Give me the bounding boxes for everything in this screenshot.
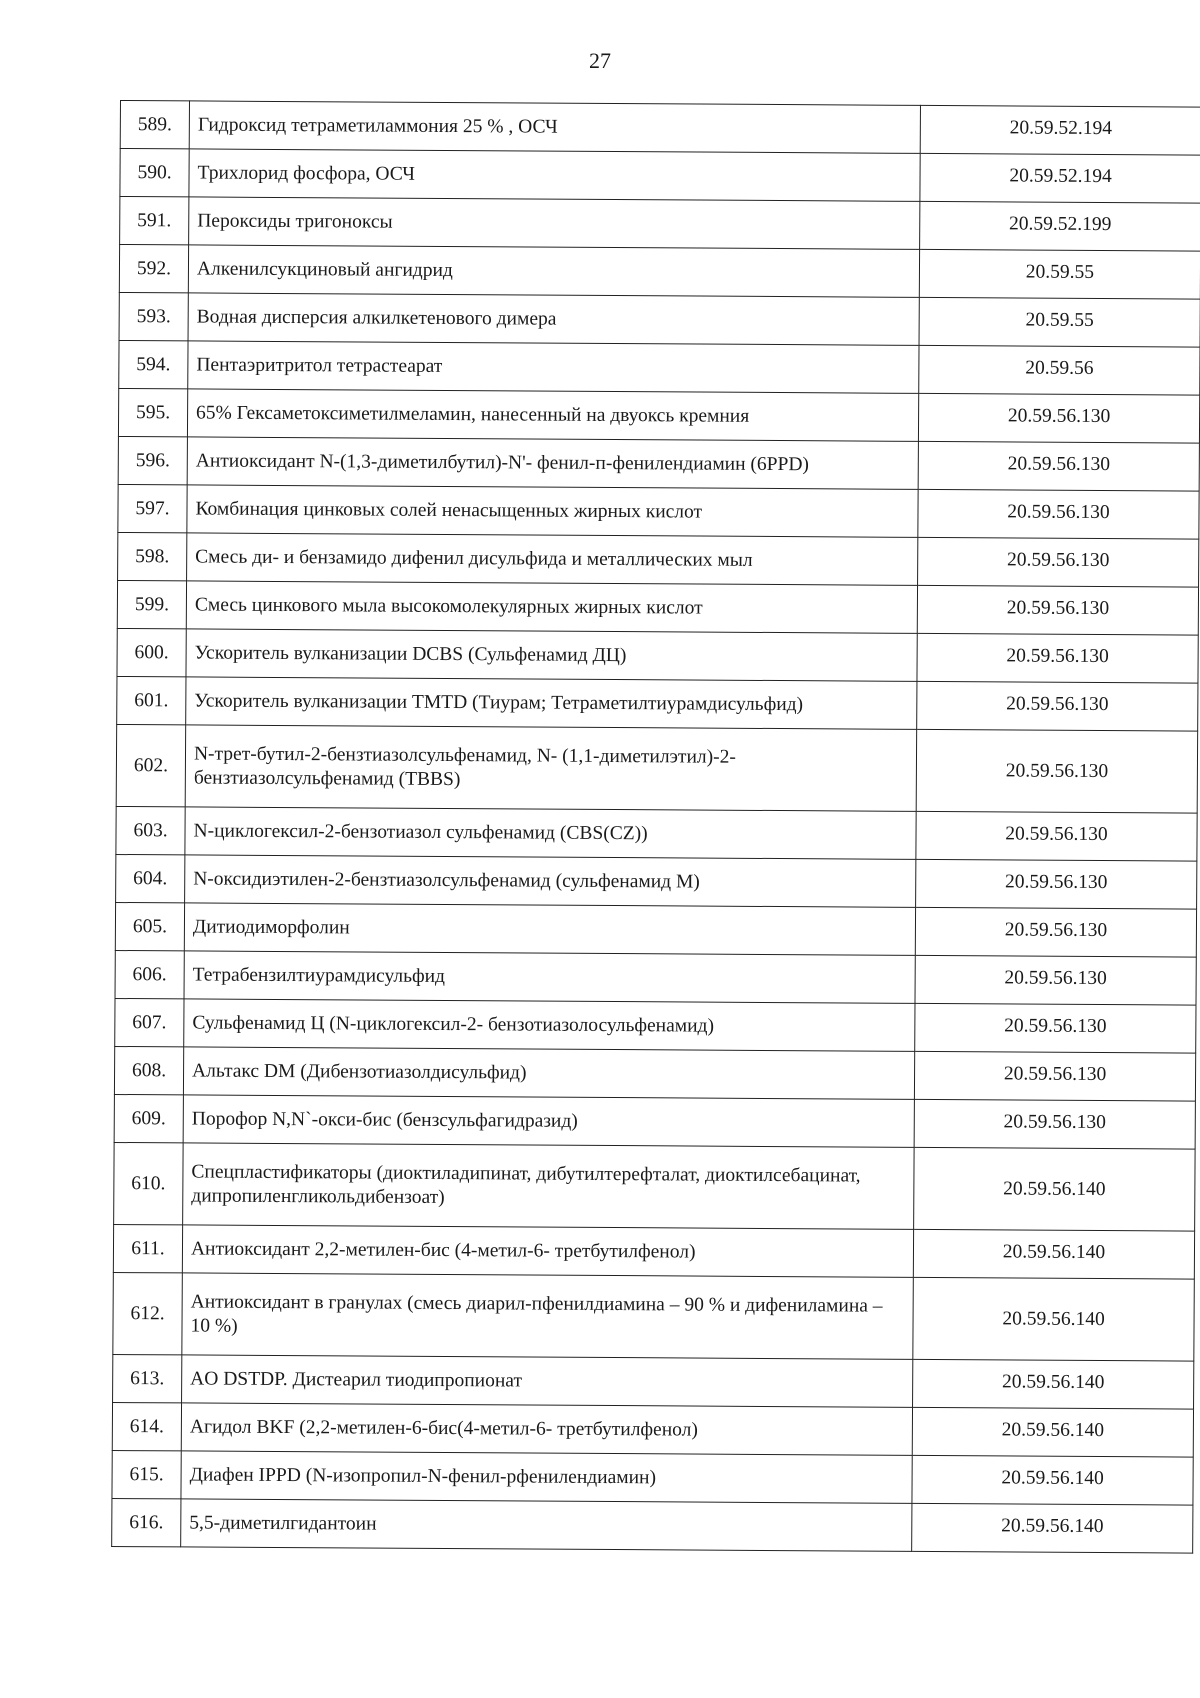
row-number: 604. <box>116 854 185 902</box>
okpd-code: 20.59.56.140 <box>914 1147 1195 1231</box>
row-number: 610. <box>114 1142 183 1224</box>
product-name: Пероксиды тригоноксы <box>189 197 920 249</box>
okpd-code: 20.59.56.130 <box>917 585 1198 635</box>
product-name: Алкенилсукциновый ангидрид <box>188 245 919 297</box>
table-row <box>117 676 1198 731</box>
classification-table <box>111 100 1200 1554</box>
okpd-code: 20.59.56.130 <box>914 1051 1195 1101</box>
table-row <box>120 197 1200 252</box>
table-row <box>118 436 1199 491</box>
product-name: Смесь цинкового мыла высокомолекулярных жирных кислот <box>186 581 917 633</box>
okpd-code: 20.59.56.140 <box>913 1359 1194 1409</box>
okpd-code: 20.59.56.130 <box>918 489 1199 539</box>
row-number: 593. <box>119 292 188 340</box>
product-name: Диафен IPPD (N-изопропил-N-фенил-рфенилендиамин) <box>181 1451 912 1503</box>
table-row <box>118 388 1199 443</box>
okpd-code: 20.59.56.140 <box>913 1277 1194 1361</box>
product-name: Ускоритель вулканизации TMTD (Тиурам; Тетраметилтиурамдисульфид) <box>186 677 917 729</box>
product-name: Антиоксидант N-(1,3-диметилбутил)-N'- фенил-п-фенилендиамин (6PPD) <box>187 437 918 489</box>
table-row <box>114 1142 1195 1231</box>
product-name: N-циклогексил-2-бензотиазол сульфенамид (CBS(CZ)) <box>185 807 916 859</box>
product-name: Сульфенамид Ц (N-циклогексил-2- бензотиазолосульфенамид) <box>184 999 915 1051</box>
row-number: 602. <box>116 724 185 806</box>
okpd-code: 20.59.56.140 <box>912 1407 1193 1457</box>
table-row <box>115 998 1196 1053</box>
row-number: 600. <box>117 628 186 676</box>
row-number: 611. <box>113 1224 182 1272</box>
product-name: Агидол BKF (2,2-метилен-6-бис(4-метил-6- третбутилфенол) <box>181 1403 912 1455</box>
product-name: Водная дисперсия алкилкетенового димера <box>188 293 919 345</box>
okpd-code: 20.59.56.140 <box>912 1503 1193 1553</box>
table-row <box>119 245 1200 300</box>
okpd-code: 20.59.56.130 <box>915 955 1196 1005</box>
table-row <box>115 950 1196 1005</box>
okpd-code: 20.59.56.130 <box>915 907 1196 957</box>
okpd-code: 20.59.56.130 <box>918 537 1199 587</box>
okpd-code: 20.59.52.194 <box>920 153 1200 203</box>
row-number: 612. <box>113 1272 182 1354</box>
okpd-code: 20.59.56.130 <box>918 441 1199 491</box>
table-row <box>118 484 1199 539</box>
page-number: 27 <box>589 48 611 73</box>
product-name: 65% Гексаметоксиметилмеламин, нанесенный на двуоксь кремния <box>187 389 918 441</box>
okpd-code: 20.59.55 <box>919 249 1200 299</box>
product-name: Ускоритель вулканизации DCBS (Сульфенамид ДЦ) <box>186 629 917 681</box>
row-number: 608. <box>114 1046 183 1094</box>
row-number: 597. <box>118 484 187 532</box>
okpd-code: 20.59.55 <box>919 297 1200 347</box>
row-number: 601. <box>117 676 186 724</box>
row-number: 605. <box>115 902 184 950</box>
okpd-code: 20.59.56.140 <box>912 1455 1193 1505</box>
table-row <box>116 854 1197 909</box>
okpd-code: 20.59.56.130 <box>917 633 1198 683</box>
product-name: Антиоксидант в гранулах (смесь диарил-пфенилдиамина – 90 % и дифениламина – 10 %) <box>182 1273 913 1359</box>
okpd-code: 20.59.56.130 <box>915 1003 1196 1053</box>
table-row <box>116 806 1197 861</box>
row-number: 609. <box>114 1094 183 1142</box>
row-number: 607. <box>115 998 184 1046</box>
table-row <box>113 1354 1194 1409</box>
okpd-code: 20.59.56.130 <box>914 1099 1195 1149</box>
table-row <box>117 580 1198 635</box>
row-number: 603. <box>116 806 185 854</box>
product-name: Спецпластификаторы (диоктиладипинат, дибутилтерефталат, диоктилсебацинат, дипропиленгликольдибензоат) <box>183 1143 914 1229</box>
okpd-code: 20.59.56.130 <box>917 681 1198 731</box>
row-number: 594. <box>119 340 188 388</box>
product-name: Комбинация цинковых солей ненасыщенных жирных кислот <box>187 485 918 537</box>
row-number: 616. <box>112 1498 181 1546</box>
okpd-code: 20.59.52.194 <box>920 105 1200 155</box>
table-row <box>113 1272 1194 1361</box>
row-number: 595. <box>118 388 187 436</box>
table-row <box>112 1450 1193 1505</box>
okpd-code: 20.59.56 <box>919 345 1200 395</box>
okpd-code: 20.59.56.140 <box>913 1229 1194 1279</box>
table-row <box>117 628 1198 683</box>
product-name: Альтакс DM (Дибензотиазолдисульфид) <box>183 1047 914 1099</box>
row-number: 589. <box>120 101 189 149</box>
table-row <box>112 1498 1193 1553</box>
product-name: 5,5-диметилгидантоин <box>181 1499 912 1551</box>
product-name: Смесь ди- и бензамидо дифенил дисульфида и металлических мыл <box>187 533 918 585</box>
product-name: Порофор N,N`-окси-бис (бензсульфагидразид) <box>183 1095 914 1147</box>
okpd-code: 20.59.56.130 <box>916 729 1197 813</box>
okpd-code: 20.59.56.130 <box>918 393 1199 443</box>
table-row <box>120 101 1200 156</box>
product-name: Тетрабензилтиурамдисульфид <box>184 951 915 1003</box>
okpd-code: 20.59.56.130 <box>916 859 1197 909</box>
product-name: Антиоксидант 2,2-метилен-бис (4-метил-6- третбутилфенол) <box>182 1225 913 1277</box>
row-number: 591. <box>120 197 189 245</box>
product-name: AO DSTDP. Дистеарил тиодипропионат <box>182 1355 913 1407</box>
table-row <box>114 1094 1195 1149</box>
table-row <box>118 532 1199 587</box>
product-name: Пентаэритритол тетрастеарат <box>188 341 919 393</box>
table-row <box>119 292 1200 347</box>
table-row <box>120 149 1200 204</box>
row-number: 599. <box>117 580 186 628</box>
product-name: Гидроксид тетраметиламмония 25 % , ОСЧ <box>189 101 920 153</box>
product-name: Трихлорид фосфора, ОСЧ <box>189 149 920 201</box>
row-number: 613. <box>113 1354 182 1402</box>
product-name: N-оксидиэтилен-2-бензтиазолсульфенамид (сульфенамид М) <box>185 855 916 907</box>
row-number: 590. <box>120 149 189 197</box>
table-row <box>112 1402 1193 1457</box>
row-number: 596. <box>118 436 187 484</box>
table-row <box>113 1224 1194 1279</box>
okpd-code: 20.59.56.130 <box>916 811 1197 861</box>
row-number: 615. <box>112 1450 181 1498</box>
okpd-code: 20.59.52.199 <box>920 201 1200 251</box>
table-row <box>115 902 1196 957</box>
row-number: 592. <box>119 245 188 293</box>
table-row <box>114 1046 1195 1101</box>
table-row <box>119 340 1200 395</box>
table-row <box>116 724 1197 813</box>
row-number: 606. <box>115 950 184 998</box>
product-name: N-трет-бутил-2-бензтиазолсульфенамид, N- (1,1-диметилэтил)-2-бензтиазолсульфенамид (TBBS) <box>185 725 916 811</box>
product-name: Дитиодиморфолин <box>184 903 915 955</box>
row-number: 614. <box>112 1402 181 1450</box>
row-number: 598. <box>118 532 187 580</box>
